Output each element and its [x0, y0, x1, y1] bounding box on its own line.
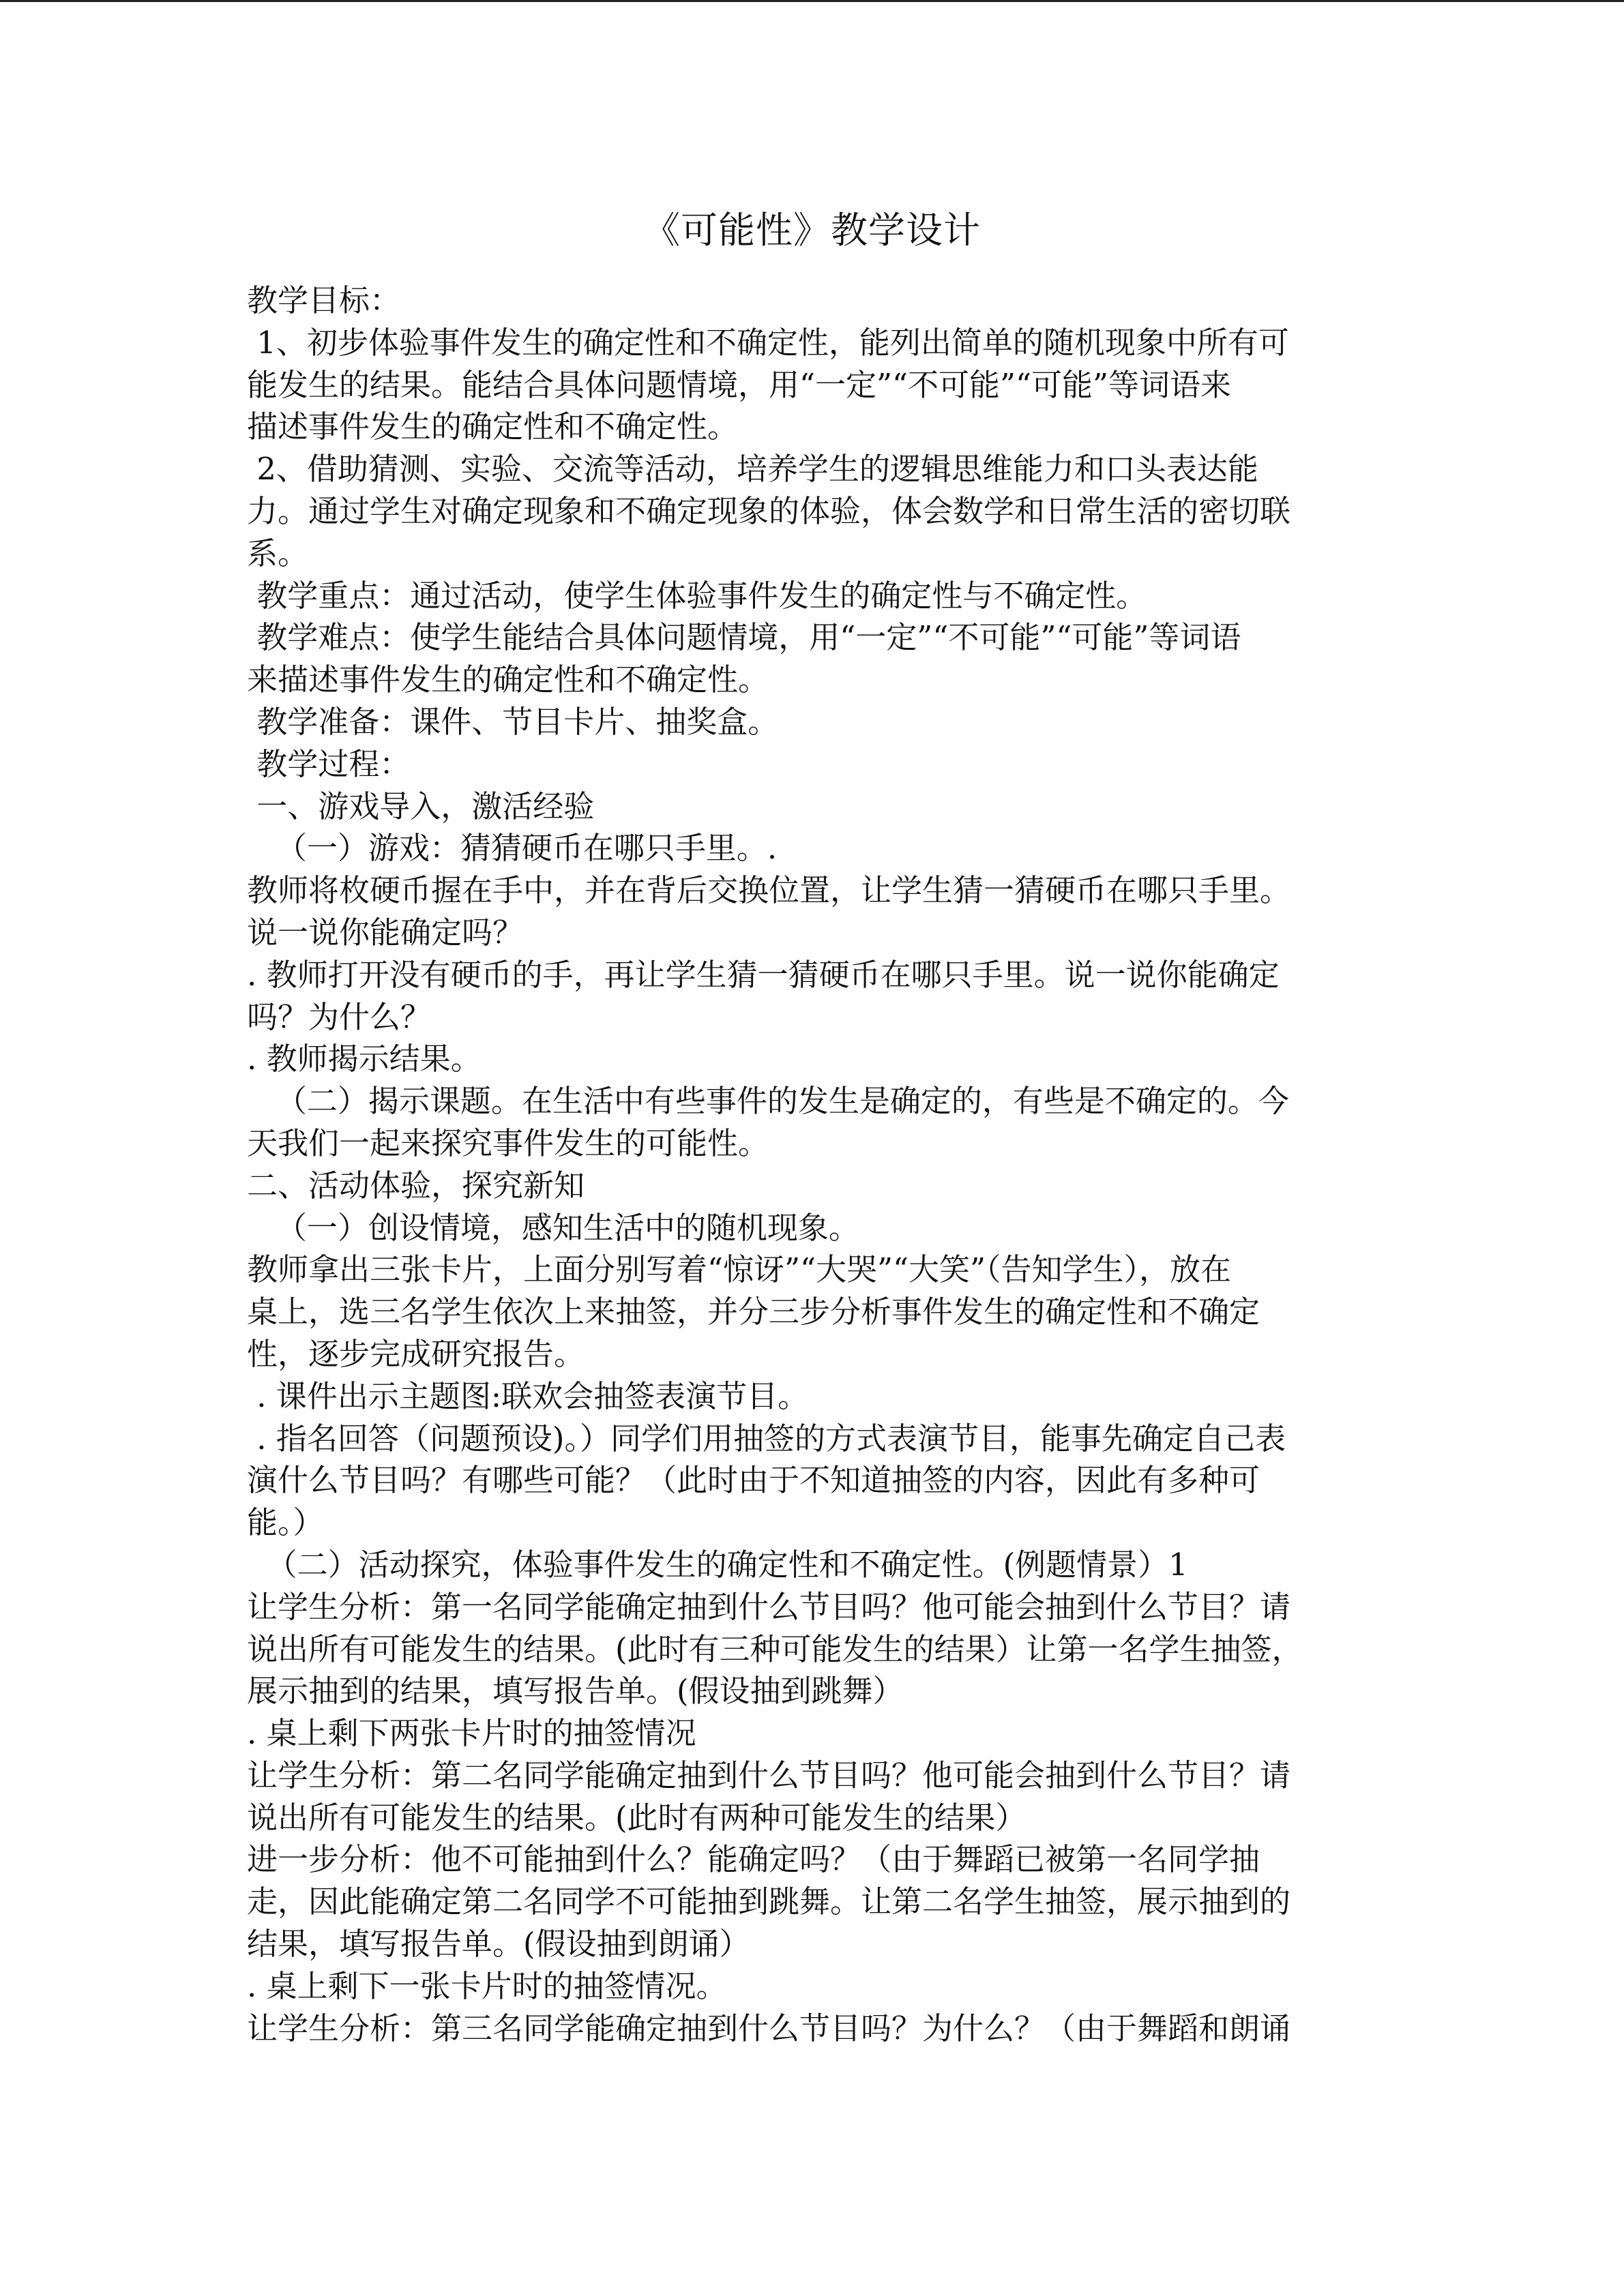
text-line: 教学准备：课件、节目卡片、抽奖盒。: [247, 703, 779, 740]
text-line: 结果，填写报告单。(假设抽到朗诵）: [247, 1926, 750, 1963]
text-line: 力。通过学生对确定现象和不确定现象的体验，体会数学和日常生活的密切联: [247, 492, 1291, 529]
text-line: 走，因此能确定第二名同学不可能抽到跳舞。让第二名学生抽签，展示抽到的: [247, 1883, 1291, 1920]
text-line: . 指名回答（问题预设)。）同学们用抽签的方式表演节目，能事先确定自己表: [247, 1420, 1286, 1457]
text-line: 说一说你能确定吗？: [247, 914, 524, 951]
text-line: （一）创设情境，感知生活中的随机现象。: [247, 1209, 859, 1246]
text-line: 描述事件发生的确定性和不确定性。: [247, 408, 739, 445]
text-line: 进一步分析：他不可能抽到什么？能确定吗？（由于舞蹈已被第一名同学抽: [247, 1841, 1260, 1878]
text-line: （一）游戏：猜猜硬币在哪只手里。.: [247, 830, 778, 867]
text-line: 说出所有可能发生的结果。(此时有三种可能发生的结果）让第一名学生抽签，: [247, 1630, 1303, 1667]
text-line: （二）揭示课题。在生活中有些事件的发生是确定的，有些是不确定的。今: [247, 1083, 1289, 1120]
text-line: 教学重点：通过活动，使学生体验事件发生的确定性与不确定性。: [247, 577, 1147, 614]
text-line: 2、借助猜测、实验、交流等活动，培养学生的逻辑思维能力和口头表达能: [247, 451, 1258, 488]
text-line: 教师将枚硬币握在手中，并在背后交换位置，让学生猜一猜硬币在哪只手里。: [247, 872, 1291, 909]
text-line: 教学目标：: [247, 282, 401, 318]
text-line: . 课件出示主题图:联欢会抽签表演节目。: [247, 1377, 809, 1414]
text-line: 一、游戏导入，激活经验: [247, 788, 595, 824]
text-line: 桌上，选三名学生依次上来抽签，并分三步分析事件发生的确定性和不确定: [247, 1294, 1260, 1330]
text-line: . 桌上剩下两张卡片时的抽签情况: [247, 1715, 696, 1752]
text-line: 说出所有可能发生的结果。(此时有两种可能发生的结果）: [247, 1799, 1027, 1836]
text-line: 教学过程：: [247, 745, 411, 782]
text-line: . 教师揭示结果。: [247, 1041, 482, 1077]
text-line: （二）活动探究，体验事件发生的确定性和不确定性。(例题情景）1: [247, 1546, 1188, 1583]
text-line: 教师拿出三张卡片，上面分别写着“惊讶”“大哭”“大笑”（告知学生），放在: [247, 1251, 1232, 1288]
text-line: 演什么节目吗？有哪些可能？（此时由于不知道抽签的内容，因此有多种可: [247, 1462, 1260, 1499]
text-line: 让学生分析：第三名同学能确定抽到什么节目吗？为什么？（由于舞蹈和朗诵: [247, 2010, 1291, 2046]
text-line: 天我们一起来探究事件发生的可能性。: [247, 1124, 769, 1161]
text-line: 让学生分析：第一名同学能确定抽到什么节目吗？他可能会抽到什么节目？请: [247, 1588, 1291, 1625]
text-line: 1、初步体验事件发生的确定性和不确定性，能列出简单的随机现象中所有可: [247, 324, 1289, 361]
text-line: 二、活动体验，探究新知: [247, 1167, 585, 1204]
document-title: 《可能性》教学设计: [643, 209, 981, 252]
text-line: 能。）: [247, 1504, 324, 1541]
text-line: 吗？为什么？: [247, 998, 432, 1035]
text-line: . 桌上剩下一张卡片时的抽签情况。: [247, 1967, 727, 2004]
text-line: 教学难点：使学生能结合具体问题情境，用“一定”“不可能”“可能”等词语: [247, 619, 1241, 656]
document-body: [247, 280, 1379, 2049]
text-line: 展示抽到的结果，填写报告单。(假设抽到跳舞）: [247, 1673, 904, 1710]
text-line: 来描述事件发生的确定性和不确定性。: [247, 661, 769, 698]
text-line: 系。: [247, 535, 309, 571]
text-line: . 教师打开没有硬币的手，再让学生猜一猜硬币在哪只手里。说一说你能确定: [247, 956, 1280, 993]
text-line: 性，逐步完成研究报告。: [247, 1335, 585, 1372]
text-line: 让学生分析：第二名同学能确定抽到什么节目吗？他可能会抽到什么节目？请: [247, 1757, 1291, 1793]
text-line: 能发生的结果。能结合具体问题情境，用“一定”“不可能”“可能”等词语来: [247, 366, 1232, 403]
